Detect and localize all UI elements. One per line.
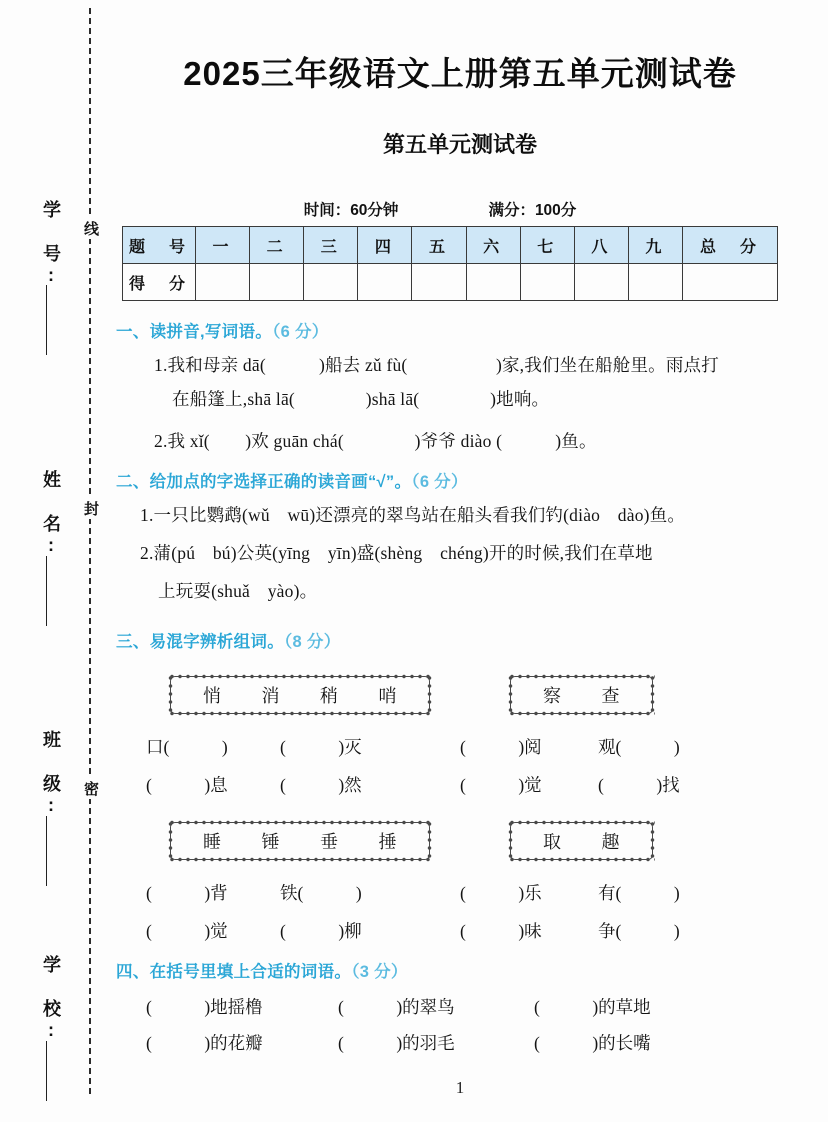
score-col-5: 五 — [412, 227, 466, 264]
char-group-box-3 — [170, 822, 430, 860]
section-1-line-3: 2.我 xǐ( )欢 guān chá( )爷爷 diào ( )鱼。 — [154, 431, 597, 451]
box-4-right-dots — [649, 820, 656, 862]
group-2-answer-1[interactable]: ( )阅 — [460, 737, 542, 757]
exam-total-score: 满分：100分 — [488, 202, 577, 219]
section-1-heading — [116, 318, 329, 342]
section-3-title: 三、易混字辨析组词。 — [116, 633, 284, 651]
group-4-answer-1[interactable]: ( )乐 — [460, 883, 542, 903]
table-row-header — [123, 227, 778, 264]
score-cell-9[interactable] — [628, 264, 682, 301]
score-col-total: 总 分 — [683, 227, 778, 264]
section-4-row2-col2[interactable]: ( )的羽毛 — [338, 1033, 455, 1053]
box-1-right-dots — [426, 674, 433, 716]
section-2-line-3: 上玩耍(shuǎ yào)。 — [158, 581, 318, 601]
char-group-2-chars: 察 查 — [543, 686, 638, 706]
seal-dashed-line — [89, 8, 91, 1094]
group-2-answer-3[interactable]: ( )觉 — [460, 775, 542, 795]
student-id-writing-line — [46, 285, 47, 355]
score-table — [122, 226, 778, 301]
section-2-heading — [116, 468, 468, 492]
char-group-box-2 — [510, 676, 653, 714]
exam-duration: 时间：60分钟 — [303, 202, 399, 219]
score-cell-4[interactable] — [358, 264, 412, 301]
group-1-answer-3[interactable]: ( )息 — [146, 775, 228, 795]
group-1-answer-2[interactable]: ( )灭 — [280, 737, 362, 757]
section-4-row2-col3[interactable]: ( )的长嘴 — [534, 1033, 651, 1053]
paper-body — [110, 0, 810, 1122]
score-col-2: 二 — [250, 227, 304, 264]
group-4-answer-4[interactable]: 争( ) — [598, 921, 680, 941]
group-1-answer-1[interactable]: 口( ) — [146, 737, 228, 757]
box-3-left-dots — [167, 820, 174, 862]
section-1-points: （6 分） — [272, 323, 329, 341]
section-4-points: （3 分） — [351, 963, 408, 981]
class-label: 班 级: — [41, 730, 61, 818]
exam-meta-row — [110, 198, 770, 220]
char-group-3-chars: 睡 锤 垂 捶 — [203, 832, 415, 852]
box-2-left-dots — [507, 674, 514, 716]
group-3-answer-3[interactable]: ( )觉 — [146, 921, 228, 941]
section-1-line-2: 在船篷上,shā lā( )shā lā( )地响。 — [172, 389, 550, 409]
group-2-answer-4[interactable]: ( )找 — [598, 775, 680, 795]
score-col-4: 四 — [358, 227, 412, 264]
score-table-row-label: 题 号 — [123, 227, 196, 264]
box-3-right-dots — [426, 820, 433, 862]
section-4-row1-col1[interactable]: ( )地摇橹 — [146, 997, 263, 1017]
score-cell-2[interactable] — [250, 264, 304, 301]
school-writing-line — [46, 1041, 47, 1101]
score-col-1: 一 — [196, 227, 250, 264]
score-col-7: 七 — [520, 227, 574, 264]
seal-char-mi: 密 — [79, 778, 101, 799]
section-3-points: （8 分） — [284, 633, 341, 651]
group-3-answer-4[interactable]: ( )柳 — [280, 921, 362, 941]
class-writing-line — [46, 816, 47, 886]
group-3-answer-1[interactable]: ( )背 — [146, 883, 228, 903]
section-4-heading — [116, 958, 408, 982]
char-group-box-1 — [170, 676, 430, 714]
margin-info-column — [0, 0, 110, 1122]
char-group-4-chars: 取 趣 — [543, 832, 638, 852]
student-name-label: 姓 名: — [41, 470, 61, 558]
section-2-line-1: 1.一只比鹦鹉(wǔ wū)还漂亮的翠鸟站在船头看我们钓(diào dào)鱼。 — [140, 505, 686, 525]
score-cell-1[interactable] — [196, 264, 250, 301]
table-row-scores — [123, 264, 778, 301]
section-4-row1-col2[interactable]: ( )的翠鸟 — [338, 997, 455, 1017]
section-4-title: 四、在括号里填上合适的词语。 — [116, 963, 352, 981]
student-name-writing-line — [46, 556, 47, 626]
group-4-answer-3[interactable]: ( )味 — [460, 921, 542, 941]
page-title: 2025三年级语文上册第五单元测试卷 — [183, 55, 737, 92]
seal-char-feng: 封 — [79, 498, 101, 519]
score-col-6: 六 — [466, 227, 520, 264]
section-4-row2-col1[interactable]: ( )的花瓣 — [146, 1033, 263, 1053]
score-table-score-label: 得 分 — [123, 264, 196, 301]
box-4-left-dots — [507, 820, 514, 862]
section-1-line-1: 1.我和母亲 dā( )船去 zǔ fù( )家,我们坐在船舱里。雨点打 — [154, 355, 719, 375]
group-2-answer-2[interactable]: 观( ) — [598, 737, 680, 757]
box-2-right-dots — [649, 674, 656, 716]
score-cell-7[interactable] — [520, 264, 574, 301]
score-col-3: 三 — [304, 227, 358, 264]
school-label: 学 校: — [41, 955, 61, 1043]
score-cell-total[interactable] — [683, 264, 778, 301]
score-cell-5[interactable] — [412, 264, 466, 301]
group-4-answer-2[interactable]: 有( ) — [598, 883, 680, 903]
section-2-title: 二、给加点的字选择正确的读音画“√”。 — [116, 473, 412, 491]
section-1-title: 一、读拼音,写词语。 — [116, 323, 273, 341]
page-subtitle: 第五单元测试卷 — [382, 132, 537, 157]
group-3-answer-2[interactable]: 铁( ) — [280, 883, 362, 903]
section-2-line-2: 2.蒲(pú bú)公英(yīng yīn)盛(shèng chéng)开的时候,我们在草地 — [140, 543, 653, 563]
char-group-box-4 — [510, 822, 653, 860]
section-2-points: （6 分） — [411, 473, 468, 491]
score-cell-6[interactable] — [466, 264, 520, 301]
seal-char-xian: 线 — [79, 218, 101, 239]
score-cell-3[interactable] — [304, 264, 358, 301]
student-id-label: 学 号: — [41, 200, 61, 288]
section-3-heading — [116, 628, 341, 652]
score-cell-8[interactable] — [574, 264, 628, 301]
section-4-row1-col3[interactable]: ( )的草地 — [534, 997, 651, 1017]
page-number: 1 — [455, 1078, 465, 1097]
score-col-9: 九 — [628, 227, 682, 264]
score-col-8: 八 — [574, 227, 628, 264]
group-1-answer-4[interactable]: ( )然 — [280, 775, 362, 795]
box-1-left-dots — [167, 674, 174, 716]
char-group-1-chars: 悄 消 稍 哨 — [203, 686, 415, 706]
